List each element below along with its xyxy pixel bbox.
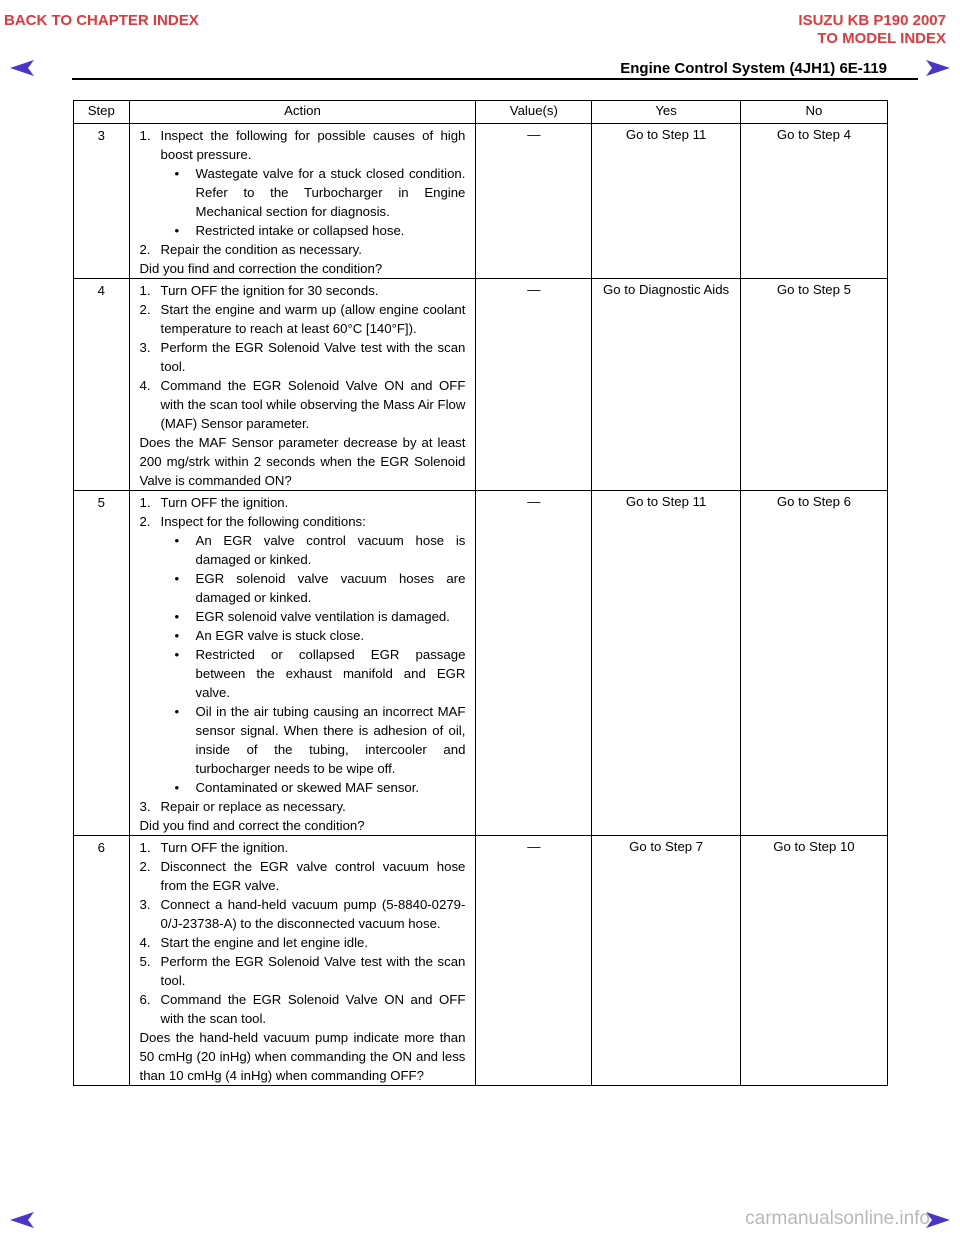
action-step-text: Turn OFF the ignition. (160, 495, 289, 510)
action-step-text: Command the EGR Solenoid Valve ON and OFF with the scan tool. (160, 992, 466, 1026)
action-step-text: Inspect for the following conditions: (160, 514, 366, 529)
action-step-number: 1. (139, 283, 151, 298)
condition-text: An EGR valve control vacuum hose is damaged or kinked. (195, 533, 466, 567)
condition-item (161, 164, 466, 221)
condition-text: EGR solenoid valve vacuum hoses are damaged or kinked. (195, 571, 466, 605)
yes-result: Go to Step 11 (592, 124, 741, 279)
action-step (140, 838, 466, 857)
action-cell (129, 124, 476, 279)
bullet-icon: • (174, 628, 180, 643)
action-step (140, 952, 466, 990)
action-step (140, 797, 466, 816)
condition-text: Oil in the air tubing causing an incorrect MAF sensor signal. When there is adhesion of oil, inside of the tubing, intercooler and turbocharger needs to be wipe off. (195, 704, 466, 776)
condition-item (161, 702, 466, 778)
bullet-icon: • (174, 166, 180, 181)
bullet-icon: • (174, 780, 180, 795)
action-step-text: Perform the EGR Solenoid Valve test with the scan tool. (160, 340, 466, 374)
action-step-number: 3. (139, 799, 151, 814)
action-step (140, 857, 466, 895)
bullet-icon: • (174, 533, 180, 548)
header-yes: Yes (592, 101, 741, 124)
bullet-icon: • (174, 609, 180, 624)
action-step-text: Start the engine and warm up (allow engine coolant temperature to reach at least 60°C [140°F]). (160, 302, 466, 336)
action-step-text: Command the EGR Solenoid Valve ON and OFF with the scan tool while observing the Mass Air Flow (MAF) Sensor parameter. (160, 378, 466, 431)
action-step-number: 1. (139, 840, 151, 855)
action-cell (129, 836, 476, 1086)
action-step (140, 493, 466, 512)
condition-list (161, 164, 466, 240)
action-step (140, 338, 466, 376)
action-step (140, 376, 466, 433)
action-step-number: 5. (139, 954, 151, 969)
action-step (140, 990, 466, 1028)
action-step (140, 933, 466, 952)
condition-item (161, 778, 466, 797)
condition-text: Restricted intake or collapsed hose. (195, 223, 405, 238)
condition-list (161, 531, 466, 797)
action-step-text: Turn OFF the ignition. (160, 840, 289, 855)
back-to-chapter-index-link[interactable]: BACK TO CHAPTER INDEX (4, 12, 199, 29)
action-step-number: 2. (139, 242, 151, 257)
table-row (74, 836, 888, 1086)
value-cell: — (476, 836, 592, 1086)
action-step-number: 3. (139, 897, 151, 912)
action-step-number: 2. (139, 302, 151, 317)
value-cell: — (476, 124, 592, 279)
condition-item (161, 531, 466, 569)
action-step-number: 1. (139, 495, 151, 510)
next-page-arrow-icon[interactable] (924, 58, 952, 78)
bullet-icon: • (174, 223, 180, 238)
header-values: Value(s) (476, 101, 592, 124)
step-number: 6 (74, 836, 130, 1086)
condition-text: An EGR valve is stuck close. (195, 628, 365, 643)
bullet-icon: • (174, 704, 180, 719)
no-result: Go to Step 4 (740, 124, 887, 279)
condition-text: Restricted or collapsed EGR passage between the exhaust manifold and EGR valve. (195, 647, 466, 700)
footer-previous-arrow-icon[interactable] (8, 1210, 36, 1230)
header-action: Action (129, 101, 476, 124)
action-cell (129, 491, 476, 836)
action-step (140, 300, 466, 338)
action-steps (140, 838, 466, 1028)
step-number: 3 (74, 124, 130, 279)
action-step (140, 240, 466, 259)
action-step-text: Inspect the following for possible causes of high boost pressure. (160, 128, 466, 162)
previous-page-arrow-icon[interactable] (8, 58, 36, 78)
condition-item (161, 645, 466, 702)
bullet-icon: • (174, 571, 180, 586)
step-number: 4 (74, 279, 130, 491)
action-step (140, 281, 466, 300)
condition-item (161, 607, 466, 626)
action-step-number: 3. (139, 340, 151, 355)
action-step-number: 4. (139, 378, 151, 393)
action-step-text: Repair or replace as necessary. (160, 799, 346, 814)
footer-watermark: carmanualsonline.info (745, 1208, 930, 1229)
table-header-row (74, 101, 888, 124)
condition-text: EGR solenoid valve ventilation is damaged. (195, 609, 450, 624)
model-title-link[interactable]: ISUZU KB P190 2007 (798, 12, 946, 29)
action-steps (140, 493, 466, 816)
action-step (140, 512, 466, 797)
step-question: Does the MAF Sensor parameter decrease by at least 200 mg/strk within 2 seconds when the EGR Solenoid Valve is commanded ON? (139, 435, 466, 488)
action-step-number: 6. (139, 992, 151, 1007)
table-row (74, 124, 888, 279)
model-index-link[interactable]: TO MODEL INDEX (817, 30, 946, 47)
page-header-title: Engine Control System (4JH1) 6E-119 (620, 60, 887, 77)
action-steps (140, 126, 466, 259)
no-result: Go to Step 6 (740, 491, 887, 836)
action-step-number: 1. (139, 128, 151, 143)
action-step (140, 895, 466, 933)
condition-item (161, 569, 466, 607)
action-step-number: 4. (139, 935, 151, 950)
step-question: Did you find and correct the condition? (139, 818, 365, 833)
condition-text: Contaminated or skewed MAF sensor. (195, 780, 420, 795)
action-cell (129, 279, 476, 491)
table-row (74, 491, 888, 836)
header-step: Step (74, 101, 130, 124)
condition-item (161, 221, 466, 240)
header-no: No (740, 101, 887, 124)
action-step-text: Repair the condition as necessary. (160, 242, 362, 257)
bullet-icon: • (174, 647, 180, 662)
action-step-text: Perform the EGR Solenoid Valve test with the scan tool. (160, 954, 466, 988)
diagnostic-step-table (73, 100, 888, 1086)
yes-result: Go to Diagnostic Aids (592, 279, 741, 491)
action-step-text: Start the engine and let engine idle. (160, 935, 369, 950)
no-result: Go to Step 5 (740, 279, 887, 491)
action-step-number: 2. (139, 859, 151, 874)
yes-result: Go to Step 11 (592, 491, 741, 836)
header-divider (72, 78, 918, 80)
action-step-number: 2. (139, 514, 151, 529)
step-question: Did you find and correction the condition? (139, 261, 383, 276)
action-step (140, 126, 466, 240)
condition-item (161, 626, 466, 645)
action-step-text: Turn OFF the ignition for 30 seconds. (160, 283, 379, 298)
table-body (74, 124, 888, 1086)
value-cell: — (476, 279, 592, 491)
value-cell: — (476, 491, 592, 836)
action-steps (140, 281, 466, 433)
action-step-text: Disconnect the EGR valve control vacuum hose from the EGR valve. (160, 859, 466, 893)
step-number: 5 (74, 491, 130, 836)
condition-text: Wastegate valve for a stuck closed condition. Refer to the Turbocharger in Engine Mechanical section for diagnosis. (195, 166, 466, 219)
table-row (74, 279, 888, 491)
no-result: Go to Step 10 (740, 836, 887, 1086)
step-question: Does the hand-held vacuum pump indicate more than 50 cmHg (20 inHg) when commanding the ON and less than 10 cmHg (4 inHg) when commanding OFF? (139, 1030, 466, 1083)
action-step-text: Connect a hand-held vacuum pump (5-8840-0279-0/J-23738-A) to the disconnected vacuum hose. (160, 897, 466, 931)
yes-result: Go to Step 7 (592, 836, 741, 1086)
